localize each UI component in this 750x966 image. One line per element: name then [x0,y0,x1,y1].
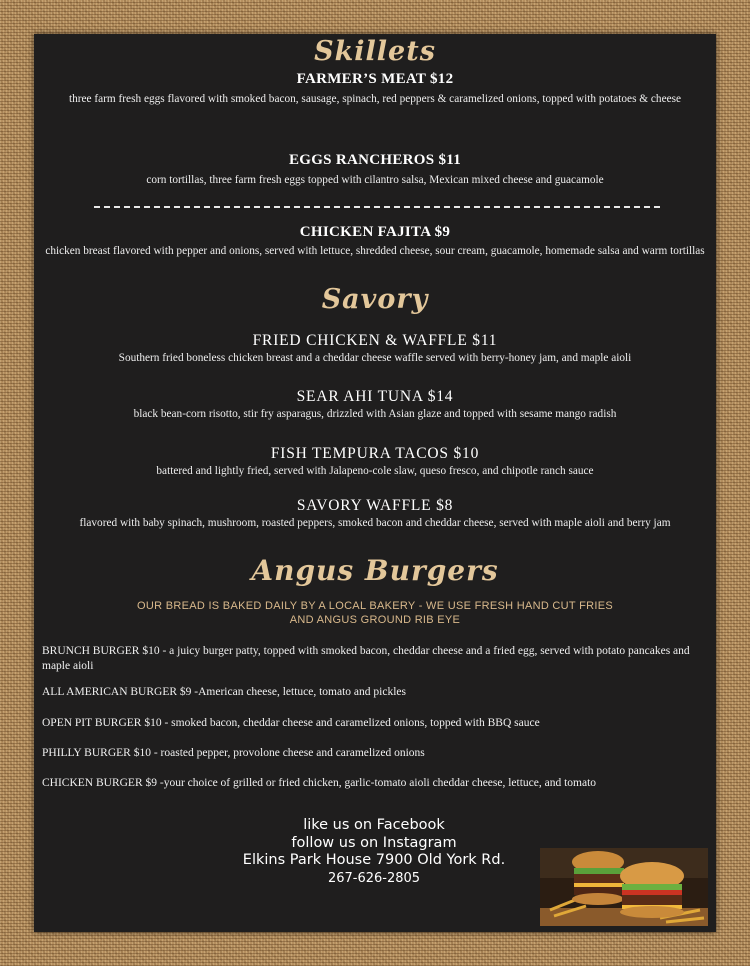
burgers-note-line: OUR BREAD IS BAKED DAILY BY A LOCAL BAKERY - WE USE FRESH HAND CUT FRIES [137,600,613,612]
section-heading-burgers: Angus Burgers [251,554,499,587]
phone-number[interactable]: 267-626-2805 [327,870,421,886]
facebook-link[interactable]: like us on Facebook [303,817,445,833]
burger-item: CHICKEN BURGER $9 -your choice of grilled or fried chicken, garlic-tomato aioli cheddar cheese, lettuce, and tomato [42,777,597,789]
burger-item: OPEN PIT BURGER $10 - smoked bacon, cheddar cheese and caramelized onions, topped with BBQ sauce [42,717,540,729]
menu-item-description: flavored with baby spinach, mushroom, roasted peppers, smoked bacon and cheddar cheese, served with maple aioli and berry jam [79,517,671,529]
section-heading-skillets: Skillets [314,36,436,67]
menu-item-title: SEAR AHI TUNA $14 [296,388,454,405]
menu-item-description: black bean-corn risotto, stir fry asparagus, drizzled with Asian glaze and topped with sesame mango radish [133,408,617,420]
menu-item-description: chicken breast flavored with pepper and onions, served with lettuce, shredded cheese, sour cream, guacamole, homemade salsa and warm tortillas [45,245,705,257]
menu-item-title: SAVORY WAFFLE $8 [296,497,454,514]
section-heading-savory: Savory [321,284,429,315]
menu-item-description: three farm fresh eggs flavored with smoked bacon, sausage, spinach, red peppers & caramelized onions, topped with potatoes & cheese [68,93,682,105]
burgers-note-line: AND ANGUS GROUND RIB EYE [289,614,461,626]
burger-photo [540,848,708,926]
burger-item: PHILLY BURGER $10 - roasted pepper, provolone cheese and caramelized onions [42,747,425,759]
menu-item-description: Southern fried boneless chicken breast and a cheddar cheese waffle served with berry-honey jam, and maple aioli [118,352,632,364]
menu-item-description: corn tortillas, three farm fresh eggs topped with cilantro salsa, Mexican mixed cheese and guacamole [146,174,604,186]
dashed-divider [94,206,660,208]
burger-item: BRUNCH BURGER $10 - a juicy burger patty, topped with smoked bacon, cheddar cheese and a fried egg, served with potato pancakes and maple aioli [42,645,690,672]
burger-photo-illustration [540,848,708,926]
contact-block [224,817,524,887]
instagram-link[interactable]: follow us on Instagram [291,834,457,851]
menu-item-title: CHICKEN FAJITA $9 [299,224,451,240]
menu-item-title: FARMER’S MEAT $12 [296,71,454,87]
burger-item: ALL AMERICAN BURGER $9 -American cheese, lettuce, tomato and pickles [42,686,406,698]
menu-item-title: EGGS RANCHEROS $11 [288,152,462,168]
menu-item-description: battered and lightly fried, served with Jalapeno-cole slaw, queso fresco, and chipotle ranch sauce [156,465,594,477]
menu-board [34,34,716,932]
menu-item-title: FISH TEMPURA TACOS $10 [270,445,480,462]
address-text: Elkins Park House 7900 Old York Rd. [242,852,506,868]
menu-item-title: FRIED CHICKEN & WAFFLE $11 [252,332,498,349]
